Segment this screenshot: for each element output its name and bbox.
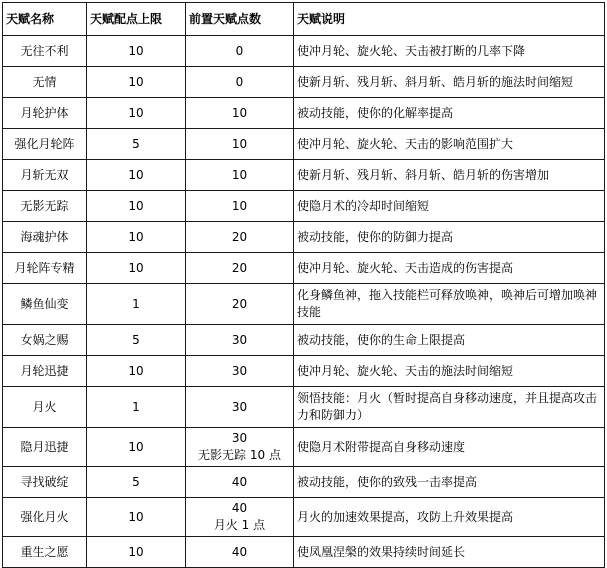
header-talent-name: 天赋名称 — [3, 3, 87, 36]
prereq-line: 30 — [231, 332, 248, 347]
talent-description-cell: 领悟技能：月火（暂时提高自身移动速度，并且提高攻击力和防御力） — [294, 387, 605, 428]
prereq-line: 0 — [235, 43, 244, 58]
talent-description-cell: 使凤凰涅槃的效果持续时间延长 — [294, 537, 605, 568]
talent-name-cell: 月轮阵专精 — [3, 253, 87, 284]
max-points-cell: 10 — [87, 160, 186, 191]
max-points-cell: 10 — [87, 98, 186, 129]
prereq-line: 20 — [231, 229, 248, 244]
talent-description-cell: 被动技能，使你的生命上限提高 — [294, 325, 605, 356]
table-row — [3, 428, 605, 467]
prereq-points-cell — [186, 129, 294, 160]
header-description: 天赋说明 — [294, 3, 605, 36]
talent-name-cell: 女娲之赐 — [3, 325, 87, 356]
prereq-points-cell — [186, 537, 294, 568]
prereq-line: 40 — [231, 474, 248, 489]
talent-description-cell: 使冲月轮、旋火轮、天击的施法时间缩短 — [294, 356, 605, 387]
max-points-cell: 5 — [87, 325, 186, 356]
prereq-points-cell — [186, 387, 294, 428]
talent-name-cell: 重生之愿 — [3, 537, 87, 568]
max-points-cell: 1 — [87, 387, 186, 428]
table-row — [3, 222, 605, 253]
talent-description-cell: 月火的加速效果提高，攻防上升效果提高 — [294, 498, 605, 537]
talent-name-cell: 鳞鱼仙变 — [3, 284, 87, 325]
prereq-points-cell — [186, 356, 294, 387]
prereq-line: 30 — [231, 399, 248, 414]
prereq-line: 无影无踪 10 点 — [198, 448, 281, 462]
talent-description-cell: 使新月斩、残月斩、斜月斩、皓月斩的施法时间缩短 — [294, 67, 605, 98]
prereq-points-cell — [186, 467, 294, 498]
talent-description-cell: 使冲月轮、旋火轮、天击被打断的几率下降 — [294, 36, 605, 67]
talent-name-cell: 月轮护体 — [3, 98, 87, 129]
talent-name-cell: 月火 — [3, 387, 87, 428]
table-row — [3, 498, 605, 537]
max-points-cell: 5 — [87, 467, 186, 498]
max-points-cell: 10 — [87, 428, 186, 467]
prereq-line: 月火 1 点 — [213, 518, 266, 532]
max-points-cell: 10 — [87, 498, 186, 537]
talent-description-cell: 使新月斩、残月斩、斜月斩、皓月斩的伤害增加 — [294, 160, 605, 191]
table-row — [3, 325, 605, 356]
prereq-points-cell — [186, 325, 294, 356]
prereq-line: 30 — [231, 431, 248, 445]
talent-description-cell: 化身鳞鱼神，拖入技能栏可释放唤神，唤神后可增加唤神技能 — [294, 284, 605, 325]
table-row — [3, 36, 605, 67]
max-points-cell: 10 — [87, 253, 186, 284]
talent-description-cell: 使冲月轮、旋火轮、天击的影响范围扩大 — [294, 129, 605, 160]
table-row — [3, 537, 605, 568]
max-points-cell: 10 — [87, 222, 186, 253]
table-row — [3, 253, 605, 284]
prereq-points-cell — [186, 67, 294, 98]
max-points-cell: 10 — [87, 36, 186, 67]
talent-table-container — [2, 2, 605, 568]
talent-table-body — [3, 36, 605, 568]
prereq-line: 0 — [235, 74, 244, 89]
talent-name-cell: 强化月火 — [3, 498, 87, 537]
max-points-cell: 10 — [87, 191, 186, 222]
table-row — [3, 129, 605, 160]
header-max-points: 天赋配点上限 — [87, 3, 186, 36]
table-row — [3, 356, 605, 387]
table-row — [3, 467, 605, 498]
talent-name-cell: 月斩无双 — [3, 160, 87, 191]
talent-name-cell: 无影无踪 — [3, 191, 87, 222]
talent-table — [2, 2, 605, 568]
table-row — [3, 284, 605, 325]
max-points-cell: 10 — [87, 67, 186, 98]
prereq-line: 20 — [231, 260, 248, 275]
table-row — [3, 191, 605, 222]
prereq-points-cell — [186, 160, 294, 191]
talent-description-cell: 被动技能，使你的防御力提高 — [294, 222, 605, 253]
talent-description-cell: 使冲月轮、旋火轮、天击造成的伤害提高 — [294, 253, 605, 284]
prereq-points-cell — [186, 428, 294, 467]
prereq-line: 10 — [231, 136, 248, 151]
talent-description-cell: 使隐月术的冷却时间缩短 — [294, 191, 605, 222]
talent-name-cell: 强化月轮阵 — [3, 129, 87, 160]
prereq-points-cell — [186, 222, 294, 253]
prereq-line: 30 — [231, 363, 248, 378]
header-prereq-points: 前置天赋点数 — [186, 3, 294, 36]
prereq-line: 20 — [231, 296, 248, 311]
talent-name-cell: 无往不利 — [3, 36, 87, 67]
talent-description-cell: 使隐月术附带提高自身移动速度 — [294, 428, 605, 467]
talent-description-cell: 被动技能，使你的化解率提高 — [294, 98, 605, 129]
table-row — [3, 387, 605, 428]
prereq-points-cell — [186, 36, 294, 67]
talent-name-cell: 月轮迅捷 — [3, 356, 87, 387]
talent-name-cell: 海魂护体 — [3, 222, 87, 253]
prereq-line: 40 — [231, 544, 248, 559]
max-points-cell: 5 — [87, 129, 186, 160]
prereq-points-cell — [186, 98, 294, 129]
prereq-line: 10 — [231, 167, 248, 182]
talent-name-cell: 隐月迅捷 — [3, 428, 87, 467]
table-row — [3, 160, 605, 191]
max-points-cell: 10 — [87, 537, 186, 568]
prereq-line: 10 — [231, 105, 248, 120]
talent-name-cell: 无情 — [3, 67, 87, 98]
prereq-points-cell — [186, 498, 294, 537]
table-row — [3, 67, 605, 98]
prereq-points-cell — [186, 253, 294, 284]
table-header-row — [3, 3, 605, 36]
max-points-cell: 1 — [87, 284, 186, 325]
max-points-cell: 10 — [87, 356, 186, 387]
prereq-line: 10 — [231, 198, 248, 213]
prereq-points-cell — [186, 284, 294, 325]
prereq-line: 40 — [231, 501, 248, 515]
talent-description-cell: 被动技能，使你的致残一击率提高 — [294, 467, 605, 498]
prereq-points-cell — [186, 191, 294, 222]
table-row — [3, 98, 605, 129]
talent-name-cell: 寻找破绽 — [3, 467, 87, 498]
